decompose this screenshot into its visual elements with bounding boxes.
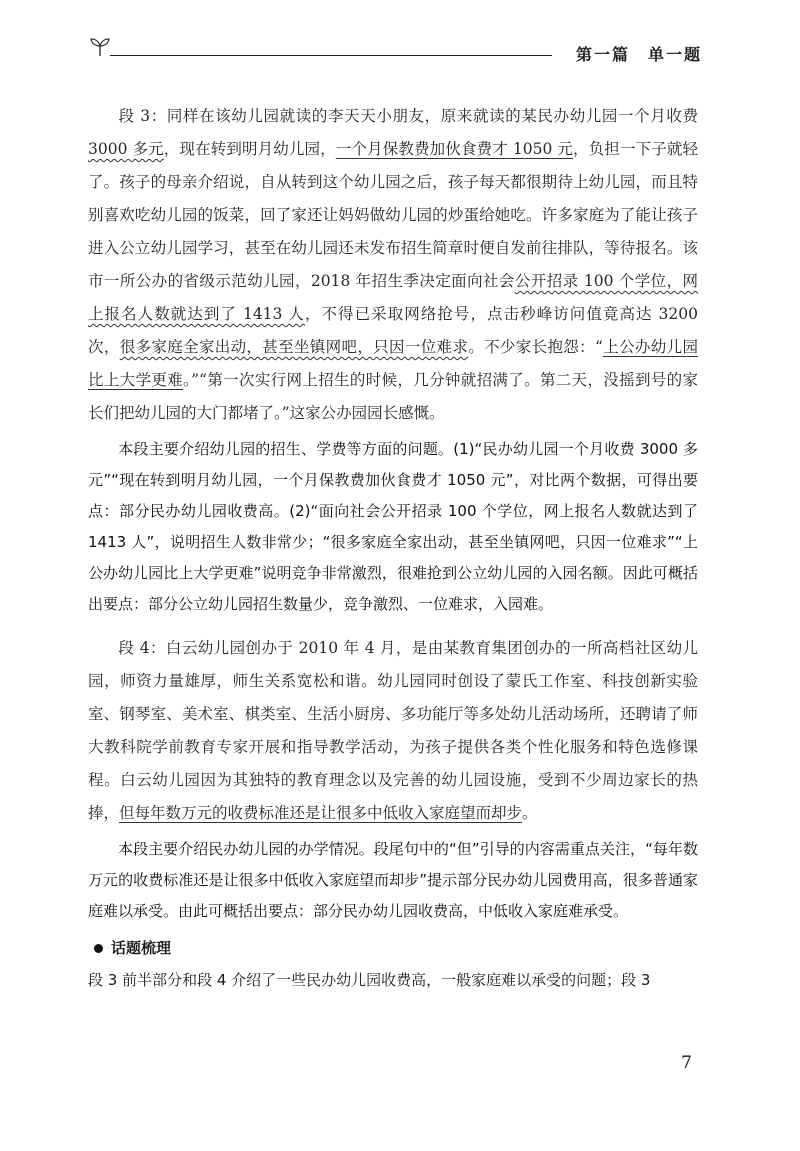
analysis-text: 本段主要介绍幼儿园的招生、学费等方面的问题。(1)“民办幼儿园一个月收费 3000 多元”“现在转到明月幼儿园，一个月保教费加伙食费才 1050 元”，对比两个数据，可得出要点：部分民办幼儿园收费高。(2)“面向社会公开招录 100 个学位，网上报名人数就达到了 1413 人”，说明招生人数非常少；“很多家庭全家出动，甚至坐镇网吧，只因一位难求”“上公办幼儿园比上大学更难”说明竞争非常激烈，很难抢到公立幼儿园的入园名额。因此可概括出要点：部分公立幼儿园招生数量少，竞争激烈、一位难求，入园难。 <box>88 440 698 613</box>
underlined-text: 一个月保教费加伙食费才 1050 元 <box>335 140 574 158</box>
topic-paragraph <box>88 965 698 996</box>
wavy-underlined-text: 3000 多元 <box>88 140 164 158</box>
wavy-underlined-text: 很多家庭全家出动，甚至坐镇网吧，只因一位难求 <box>119 338 469 356</box>
paragraph-text: 段 4：白云幼儿园创办于 2010 年 4 月，是由某教育集团创办的一所高档社区幼儿园，师资力量雄厚，师生关系宽松和谐。幼儿园同时创设了蒙氏工作室、科技创新实验室、钢琴室、美术室、棋类室、生活小厨房、多功能厅等多处幼儿活动场所，还聘请了师大教科院学前教育专家开展和指导教学活动，为孩子提供各类个性化服务和特色选修课程。白云幼儿园因为其独特的教育理念以及完善的幼儿园设施，受到不少周边家长的热捧， <box>88 639 698 822</box>
running-header <box>88 36 702 66</box>
topic-heading <box>88 933 698 963</box>
header-title: 第一篇 单一题 <box>575 45 702 64</box>
source-paragraph-4 <box>88 632 698 830</box>
page-number: 7 <box>681 1053 692 1073</box>
wavy-underlined-text: 公开招录 100 个学位，网上报名人数就达到了 1413 人 <box>88 272 698 323</box>
paragraph-text: 。 <box>522 804 538 822</box>
topic-label: 话题梳理 <box>111 939 172 957</box>
topic-text: 段 3 前半部分和段 4 介绍了一些民办幼儿园收费高，一般家庭难以承受的问题；段 3 <box>88 971 651 989</box>
paragraph-text: ，负担一下子就轻了。孩子的母亲介绍说，自从转到这个幼儿园之后，孩子每天都很期待上幼儿园，而且特别喜欢吃幼儿园的饭菜，回了家还让妈妈做幼儿园的炒蛋给她吃。许多家庭为了能让孩子进入公立幼儿园学习，甚至在幼儿园还未发布招生简章时便自发前往排队，等待报名。该市一所公办的省级示范幼儿园，2018 年招生季决定面向社会 <box>88 140 698 290</box>
source-paragraph-3 <box>88 100 698 430</box>
page-body <box>88 100 698 996</box>
sprout-icon <box>88 36 112 58</box>
analysis-paragraph-4 <box>88 834 698 927</box>
paragraph-text: 。”“第一次实行网上招生的时候，几分钟就招满了。第二天，没摇到号的家长们把幼儿园的大门都堵了。”这家公办园园长感慨。 <box>88 371 698 422</box>
analysis-paragraph-3 <box>88 434 698 620</box>
paragraph-text: ，不得已采取网络抢号，点击秒峰访问值竟高达 3200 次， <box>88 305 699 356</box>
analysis-text: 本段主要介绍民办幼儿园的办学情况。段尾句中的“但”引导的内容需重点关注，“每年数万元的收费标准还是让很多中低收入家庭望而却步”提示部分民办幼儿园费用高，很多普通家庭难以承受。由此可概括出要点：部分民办幼儿园收费高，中低收入家庭难承受。 <box>88 840 698 920</box>
header-rule <box>110 55 552 56</box>
paragraph-text: 段 3：同样在该幼儿园就读的李天天小朋友，原来就读的某民办幼儿园一个月收费 <box>118 107 698 125</box>
bullet-icon <box>94 944 103 953</box>
paragraph-text: ，现在转到明月幼儿园， <box>163 140 336 158</box>
underlined-text: 上公办幼儿园比上大学更难 <box>88 338 698 389</box>
paragraph-text: 。不少家长抱怨：“ <box>468 338 603 356</box>
underlined-text: 但每年数万元的收费标准还是让很多中低收入家庭望而却步 <box>119 804 523 822</box>
